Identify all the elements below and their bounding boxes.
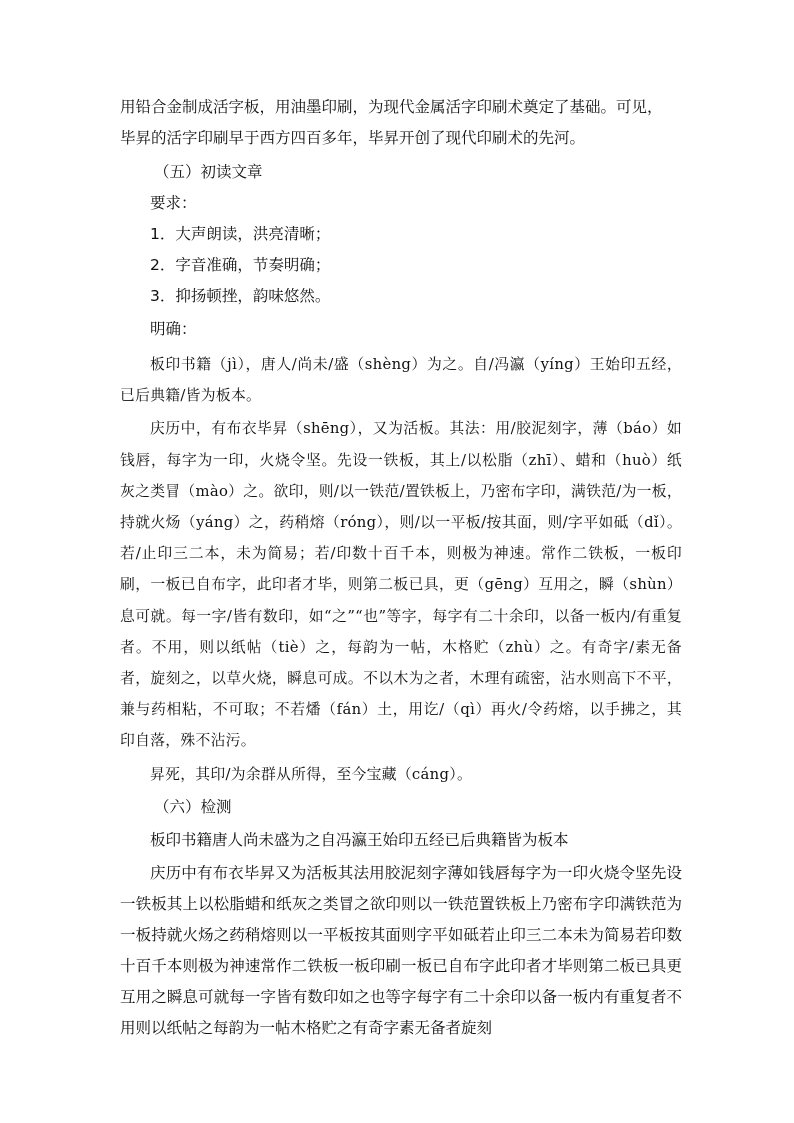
intro-paragraph <box>120 92 682 154</box>
test-paragraph-1: 板印书籍唐人尚未盛为之自冯瀛王始印五经已后典籍皆为板本 <box>150 830 569 849</box>
section-5-heading: （五）初读文章 <box>154 163 263 181</box>
passage-paragraph-3: 昇死，其印/为余群从所得，至今宝藏（cáng）。 <box>150 765 473 783</box>
passage-paragraph-1: 板印书籍（jì），唐人/尚未/盛（shèng）为之。自/冯瀛（yíng）王始印五经，已后典籍/皆为板本。 <box>120 356 682 405</box>
clarify-label: 明确： <box>150 320 197 338</box>
requirement-item-1: 1．大声朗读，洪亮清晰； <box>150 225 331 243</box>
test-paragraph-2: 庆历中有布衣毕昇又为活板其法用胶泥刻字薄如钱唇每字为一印火烧令坚先设一铁板其上以松脂蜡和纸灰之类冒之欲印则以一铁范置铁板上乃密布字印满铁范为一板持就火炀之药稍熔则以一平板按其面则字平如砥若止印三二本未为简易若印数十百千本则极为神速常作二铁板一板印刷一板已自布字此印者才毕则第二板已具更互用之瞬息可就每一字皆有数印如之也等字每字有二十余印以备一板内有重复者不用则以纸帖之每韵为一帖木格贮之有奇字素无备者旋刻 <box>120 863 682 1037</box>
requirement-item-3: 3．抑扬顿挫，韵味悠然。 <box>150 287 331 305</box>
section-6-heading: （六）检测 <box>154 797 232 816</box>
intro-line-1: 用铅合金制成活字板，用油墨印刷，为现代金属活字印刷术奠定了基础。可见， <box>120 98 663 116</box>
requirement-item-2: 2．字音准确，节奏明确； <box>150 256 331 274</box>
requirements-label: 要求： <box>150 194 197 212</box>
passage-paragraph-2: 庆历中，有布衣毕昇（shēng），又为活板。其法：用/胶泥刻字，薄（báo）如钱唇，每字为一印，火烧令坚。先设一铁板，其上/以松脂（zhī）、蜡和（huò）纸灰之类冒（mào）之。欲印，则/以一铁范/置铁板上，乃密布字印，满铁范/为一板，持就火炀（yáng）之，药稍熔（róng），则/以一平板/按其面，则/字平如砥（dǐ）。若/止印三二本，未为简易；若/印数十百千本，则极为神速。常作二铁板，一板印刷，一板已自布字，此印者才毕，则第二板已具，更（gēng）互用之，瞬（shùn）息可就。每一字/皆有数印，如“之”“也”等字，每字有二十余印，以备一板内/有重复者。不用，则以纸帖（tiè）之，每韵为一帖，木格贮（zhù）之。有奇字/素无备者，旋刻之，以草火烧，瞬息可成。不以木为之者，木理有疏密，沾水则高下不平，兼与药相粘，不可取；不若燔（fán）土，用讫/（qì）再火/令药熔，以手拂之，其印自落，殊不沾污。 <box>120 420 682 750</box>
intro-line-2: 毕昇的活字印刷早于西方四百多年，毕昇开创了现代印刷术的先河。 <box>120 129 586 147</box>
